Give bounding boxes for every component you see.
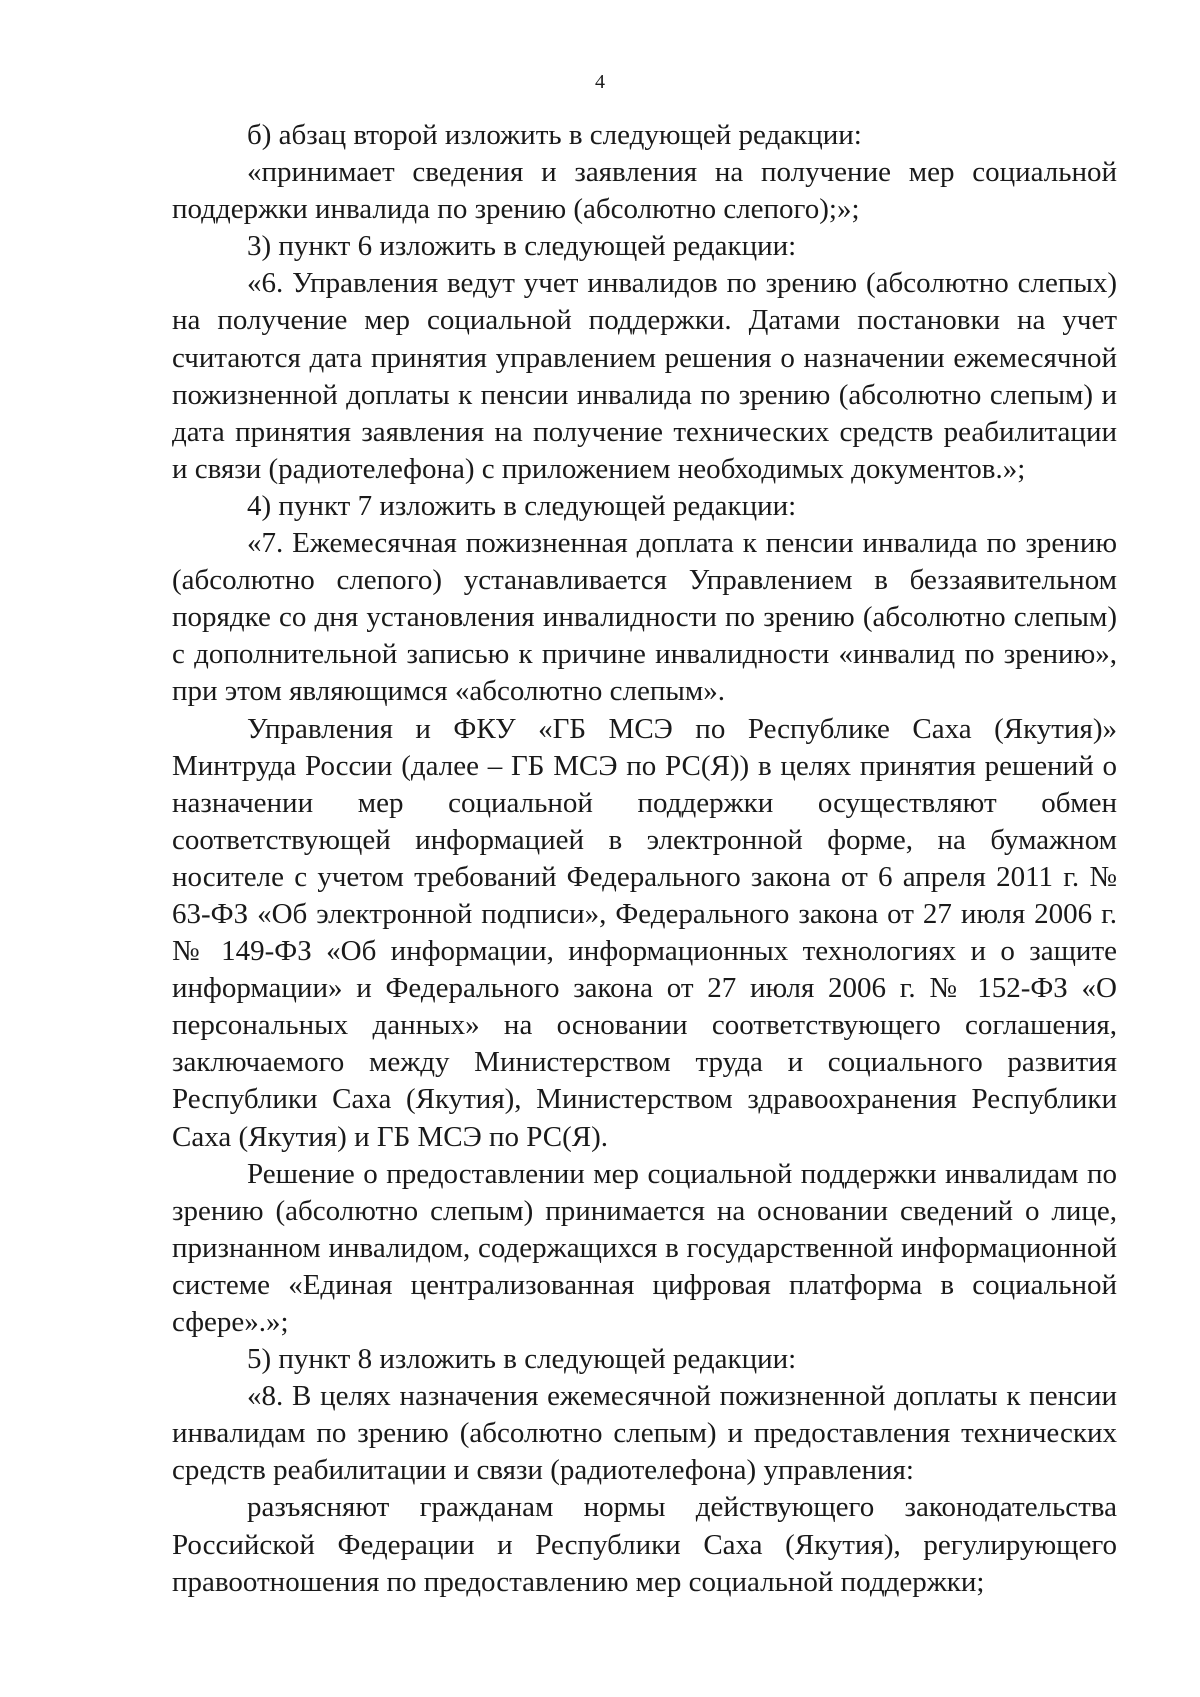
paragraph-explain-norms: разъясняют гражданам нормы действующего законодательства Российской Федерации и Республики Саха (Якутия), регулирующего правоотношения по предоставлению мер социальной поддержки; bbox=[172, 1491, 1117, 1598]
page-number: 4 bbox=[595, 71, 605, 93]
paragraph-point-6: «6. Управления ведут учет инвалидов по зрению (абсолютно слепых) на получение мер социальной поддержки. Датами постановки на учет считаются дата принятия управлением решения о назначении ежемесячной пожизненной доплаты к пенсии инвалида по зрению (абсолютно слепым) и дата принятия заявления на получение технических средств реабилитации и связи (радиотелефона) с приложением необходимых документов.»; bbox=[172, 267, 1117, 485]
paragraph-item-5: 5) пункт 8 изложить в следующей редакции: bbox=[247, 1343, 797, 1376]
paragraph-point-8: «8. В целях назначения ежемесячной пожизненной доплаты к пенсии инвалидам по зрению (абсолютно слепым) и предоставления технических средств реабилитации и связи (радиотелефона) управления: bbox=[172, 1380, 1117, 1487]
document-body bbox=[172, 117, 1117, 1601]
paragraph-item-3: 3) пункт 6 изложить в следующей редакции: bbox=[247, 230, 797, 263]
paragraph-information-exchange: Управления и ФКУ «ГБ МСЭ по Республике Саха (Якутия)» Минтруда России (далее – ГБ МСЭ по РС(Я)) в целях принятия решений о назначении мер социальной поддержки осуществляют обмен соответствующей информацией в электронной форме, на бумажном носителе с учетом требований Федерального закона от 6 апреля 2011 г. № 63-ФЗ «Об электронной подписи», Федерального закона от 27 июля 2006 г. № 149-ФЗ «Об информации, информационных технологиях и о защите информации» и Федерального закона от 27 июля 2006 г. № 152-ФЗ «О персональных данных» на основании соответствующего соглашения, заключаемого между Министерством труда и социального развития Республики Саха (Якутия), Министерством здравоохранения Республики Саха (Якутия) и ГБ МСЭ по РС(Я). bbox=[172, 712, 1117, 1153]
paragraph-item-4: 4) пункт 7 изложить в следующей редакции: bbox=[247, 489, 797, 522]
paragraph-decision-basis: Решение о предоставлении мер социальной поддержки инвалидам по зрению (абсолютно слепым) принимается на основании сведений о лице, признанном инвалидом, содержащихся в государственной информационной системе «Единая централизованная цифровая платформа в социальной сфере».»; bbox=[172, 1157, 1117, 1338]
paragraph-quote-accepts-info: «принимает сведения и заявления на получение мер социальной поддержки инвалида по зрению (абсолютно слепого);»; bbox=[172, 156, 1117, 226]
paragraph-subitem-b: б) абзац второй изложить в следующей редакции: bbox=[247, 119, 862, 151]
paragraph-point-7: «7. Ежемесячная пожизненная доплата к пенсии инвалида по зрению (абсолютно слепого) устанавливается Управлением в беззаявительном порядке со дня установления инвалидности по зрению (абсолютно слепым) с дополнительной записью к причине инвалидности «инвалид по зрению», при этом являющимся «абсолютно слепым». bbox=[172, 527, 1117, 708]
